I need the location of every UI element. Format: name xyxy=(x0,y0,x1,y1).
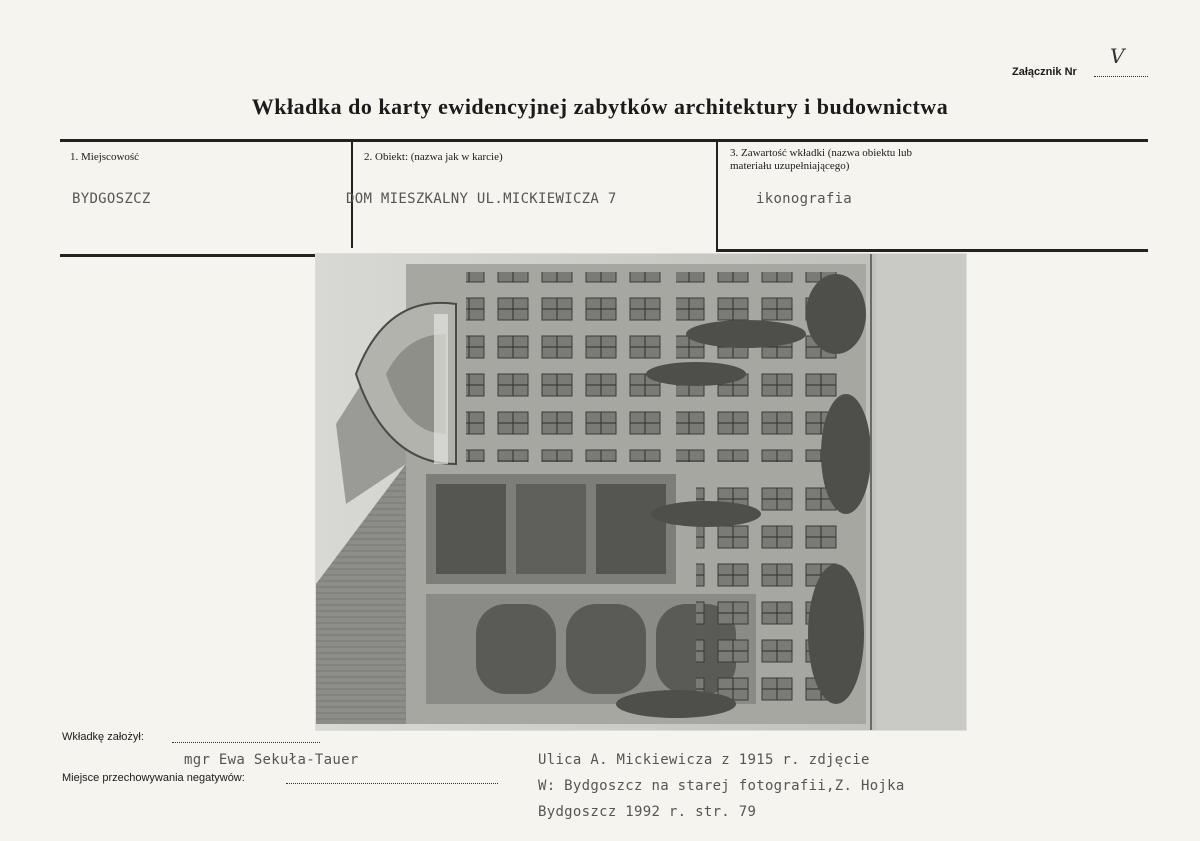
attachment-label: Załącznik Nr xyxy=(1012,66,1077,78)
contents-value: ikonografia xyxy=(756,191,853,207)
attachment-number: V xyxy=(1110,44,1125,68)
right-bottom-rule xyxy=(716,249,1148,252)
top-rule xyxy=(60,139,1148,142)
negatives-label: Miejsce przechowywania negatywów: xyxy=(62,772,245,784)
author-value: mgr Ewa Sekuła-Tauer xyxy=(184,752,359,768)
author-dotted-line xyxy=(172,732,320,743)
caption-line-3: Bydgoszcz 1992 r. str. 79 xyxy=(538,804,757,820)
caption-line-2: W: Bydgoszcz na starej fotografii,Z. Hojka xyxy=(538,778,905,794)
author-label: Wkładkę założył: xyxy=(62,731,144,743)
caption-line-1: Ulica A. Mickiewicza z 1915 r. zdjęcie xyxy=(538,752,870,768)
locality-value: BYDGOSZCZ xyxy=(72,191,151,207)
column-divider-2 xyxy=(716,141,718,251)
locality-label: 1. Miejscowość xyxy=(70,151,140,163)
object-value: DOM MIESZKALNY UL.MICKIEWICZA 7 xyxy=(346,191,617,207)
object-label: 2. Obiekt: (nazwa jak w karcie) xyxy=(364,151,503,163)
left-bottom-rule xyxy=(60,254,320,257)
building-photograph xyxy=(316,254,966,730)
contents-label: 3. Zawartość wkładki (nazwa obiektu lub materiału uzupełniającego) xyxy=(730,147,913,172)
building-photograph-illustration xyxy=(316,254,966,730)
negatives-dotted-line xyxy=(286,773,498,784)
page-title: Wkładka do karty ewidencyjnej zabytków architektury i budownictwa xyxy=(251,94,949,119)
